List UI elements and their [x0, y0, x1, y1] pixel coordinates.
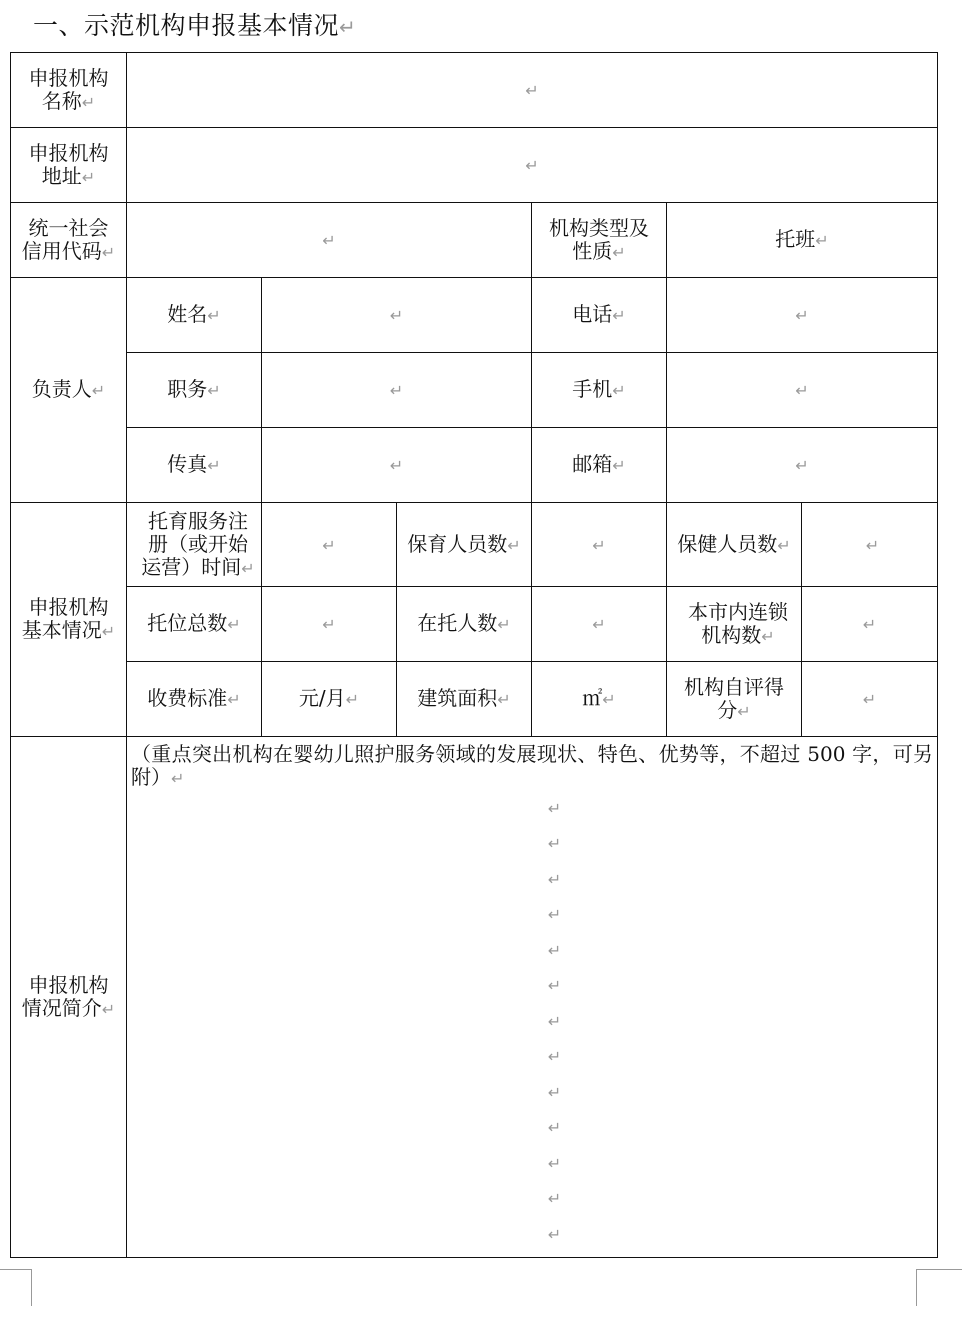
intro-blank-line[interactable] [131, 1038, 933, 1074]
reg-time-label: 托育服务注 册（或开始 运营）时间↵ [127, 503, 262, 587]
paragraph-mark-icon: ↵ [81, 92, 96, 112]
paragraph-mark-icon: ↵ [547, 1189, 562, 1209]
intro-blank-line[interactable] [131, 1145, 933, 1181]
name-label: 姓名↵ [127, 278, 262, 353]
area-unit: ㎡ [582, 686, 603, 710]
paragraph-mark-icon: ↵ [592, 535, 606, 555]
org-type-label: 机构类型及 性质↵ [532, 203, 667, 278]
paragraph-mark-icon: ↵ [795, 381, 809, 400]
org-name-label: 申报机构 名称↵ [11, 53, 127, 128]
paragraph-mark-icon: ↵ [525, 81, 539, 100]
chain-count-label: 本市内连锁 机构数↵ [667, 587, 802, 662]
paragraph-mark-icon: ↵ [547, 1224, 562, 1244]
paragraph-mark-icon: ↵ [547, 1082, 562, 1102]
row-org-name [11, 53, 938, 128]
intro-blank-line[interactable] [131, 1003, 933, 1039]
caregivers-label: 保育人员数↵ [397, 503, 532, 587]
paragraph-mark-icon: ↵ [101, 622, 116, 641]
paragraph-mark-icon: ↵ [547, 834, 562, 854]
org-address-field[interactable] [127, 128, 938, 203]
intro-blank-lines [131, 790, 933, 1252]
paragraph-mark-icon: ↵ [602, 690, 616, 709]
phone-field[interactable] [667, 278, 938, 353]
paragraph-mark-icon: ↵ [227, 615, 241, 634]
area-field[interactable] [532, 662, 667, 737]
page-corner-mark-left [0, 1269, 32, 1306]
intro-blank-line[interactable] [131, 1074, 933, 1110]
position-label: 职务↵ [127, 353, 262, 428]
paragraph-mark-icon: ↵ [207, 306, 221, 325]
fee-label: 收费标准↵ [127, 662, 262, 737]
paragraph-mark-icon: ↵ [389, 381, 404, 400]
name-field[interactable] [262, 278, 532, 353]
mobile-label: 手机↵ [532, 353, 667, 428]
enrolled-label: 在托人数↵ [397, 587, 532, 662]
paragraph-mark-icon: ↵ [547, 905, 562, 925]
paragraph-mark-icon: ↵ [345, 690, 360, 709]
paragraph-mark-icon: ↵ [547, 869, 562, 889]
self-score-field[interactable] [802, 662, 938, 737]
section-heading: 一、示范机构申报基本情况↵ [33, 11, 357, 40]
paragraph-mark-icon: ↵ [761, 626, 775, 646]
paragraph-mark-icon: ↵ [862, 690, 877, 709]
paragraph-mark-icon: ↵ [612, 381, 626, 400]
caregivers-field[interactable] [532, 503, 667, 587]
fax-label: 传真↵ [127, 428, 262, 503]
paragraph-mark-icon: ↵ [171, 768, 185, 788]
paragraph-mark-icon: ↵ [101, 999, 116, 1019]
position-field[interactable] [262, 353, 532, 428]
paragraph-mark-icon: ↵ [547, 976, 562, 996]
total-slots-label: 托位总数↵ [127, 587, 262, 662]
row-credit-code [11, 203, 938, 278]
paragraph-mark-icon: ↵ [322, 231, 336, 250]
paragraph-mark-icon: ↵ [497, 690, 511, 709]
paragraph-mark-icon: ↵ [227, 690, 241, 709]
paragraph-mark-icon: ↵ [547, 940, 562, 960]
paragraph-mark-icon: ↵ [777, 535, 791, 555]
paragraph-mark-icon: ↵ [795, 456, 809, 475]
health-staff-field[interactable] [802, 503, 938, 587]
paragraph-mark-icon: ↵ [547, 1153, 562, 1173]
intro-blank-line[interactable] [131, 932, 933, 968]
intro-blank-line[interactable] [131, 1180, 933, 1216]
paragraph-mark-icon: ↵ [547, 1047, 562, 1067]
org-address-label: 申报机构 地址↵ [11, 128, 127, 203]
paragraph-mark-icon: ↵ [547, 1118, 562, 1138]
intro-blank-line[interactable] [131, 1109, 933, 1145]
credit-code-label: 统一社会 信用代码↵ [11, 203, 127, 278]
org-type-field[interactable]: 托班↵ [667, 203, 938, 278]
health-staff-label: 保健人员数↵ [667, 503, 802, 587]
paragraph-mark-icon: ↵ [612, 242, 626, 262]
paragraph-mark-icon: ↵ [592, 615, 606, 634]
paragraph-mark-icon: ↵ [815, 231, 829, 250]
paragraph-mark-icon: ↵ [525, 156, 539, 175]
person-in-charge-label: 负责人↵ [11, 278, 127, 503]
email-field[interactable] [667, 428, 938, 503]
fee-unit: 元/月 [298, 686, 346, 710]
paragraph-mark-icon: ↵ [497, 615, 511, 634]
row-person-name [11, 278, 938, 353]
intro-blank-line[interactable] [131, 896, 933, 932]
total-slots-field[interactable] [262, 587, 397, 662]
row-org-address [11, 128, 938, 203]
phone-label: 电话↵ [532, 278, 667, 353]
paragraph-mark-icon: ↵ [507, 535, 521, 555]
email-label: 邮箱↵ [532, 428, 667, 503]
row-person-fax [11, 428, 938, 503]
paragraph-mark-icon: ↵ [547, 1011, 562, 1031]
paragraph-mark-icon: ↵ [737, 701, 751, 721]
paragraph-mark-icon: ↵ [207, 456, 221, 475]
intro-blank-line[interactable] [131, 1216, 933, 1252]
paragraph-mark-icon: ↵ [795, 306, 809, 325]
fee-field[interactable] [262, 662, 397, 737]
paragraph-mark-icon: ↵ [389, 456, 404, 475]
intro-blank-line[interactable] [131, 967, 933, 1003]
intro-blank-line[interactable] [131, 861, 933, 897]
paragraph-mark-icon: ↵ [612, 306, 626, 325]
paragraph-mark-icon: ↵ [241, 558, 255, 578]
paragraph-mark-icon: ↵ [101, 242, 116, 262]
area-label: 建筑面积↵ [397, 662, 532, 737]
paragraph-mark-icon: ↵ [91, 381, 106, 400]
intro-label: 申报机构 情况简介↵ [11, 737, 127, 1258]
org-name-field[interactable] [127, 53, 938, 128]
fax-field[interactable] [262, 428, 532, 503]
row-basic-3 [11, 662, 938, 737]
paragraph-mark-icon: ↵ [207, 381, 221, 400]
page-corner-mark-right [916, 1269, 962, 1306]
reg-time-field[interactable] [262, 503, 397, 587]
paragraph-mark-icon: ↵ [547, 798, 562, 818]
application-form-table [10, 52, 938, 1258]
basic-info-label: 申报机构 基本情况↵ [11, 503, 127, 737]
row-basic-1 [11, 503, 938, 587]
paragraph-mark-icon: ↵ [322, 615, 336, 634]
chain-count-field[interactable] [802, 587, 938, 662]
row-basic-2 [11, 587, 938, 662]
paragraph-mark-icon: ↵ [81, 167, 96, 187]
intro-blank-line[interactable] [131, 825, 933, 861]
row-person-position [11, 353, 938, 428]
intro-hint: （重点突出机构在婴幼儿照护服务领域的发展现状、特色、优势等，不超过 500 字，可另附）↵ [131, 741, 933, 789]
enrolled-field[interactable] [532, 587, 667, 662]
intro-field[interactable] [127, 737, 938, 1258]
paragraph-mark-icon: ↵ [612, 456, 626, 475]
paragraph-mark-icon: ↵ [389, 306, 404, 325]
self-score-label: 机构自评得 分↵ [667, 662, 802, 737]
credit-code-field[interactable] [127, 203, 532, 278]
row-intro [11, 737, 938, 1258]
mobile-field[interactable] [667, 353, 938, 428]
paragraph-mark-icon: ↵ [865, 535, 880, 555]
paragraph-mark-icon: ↵ [322, 535, 336, 555]
paragraph-mark-icon: ↵ [862, 615, 877, 634]
intro-blank-line[interactable] [131, 790, 933, 826]
